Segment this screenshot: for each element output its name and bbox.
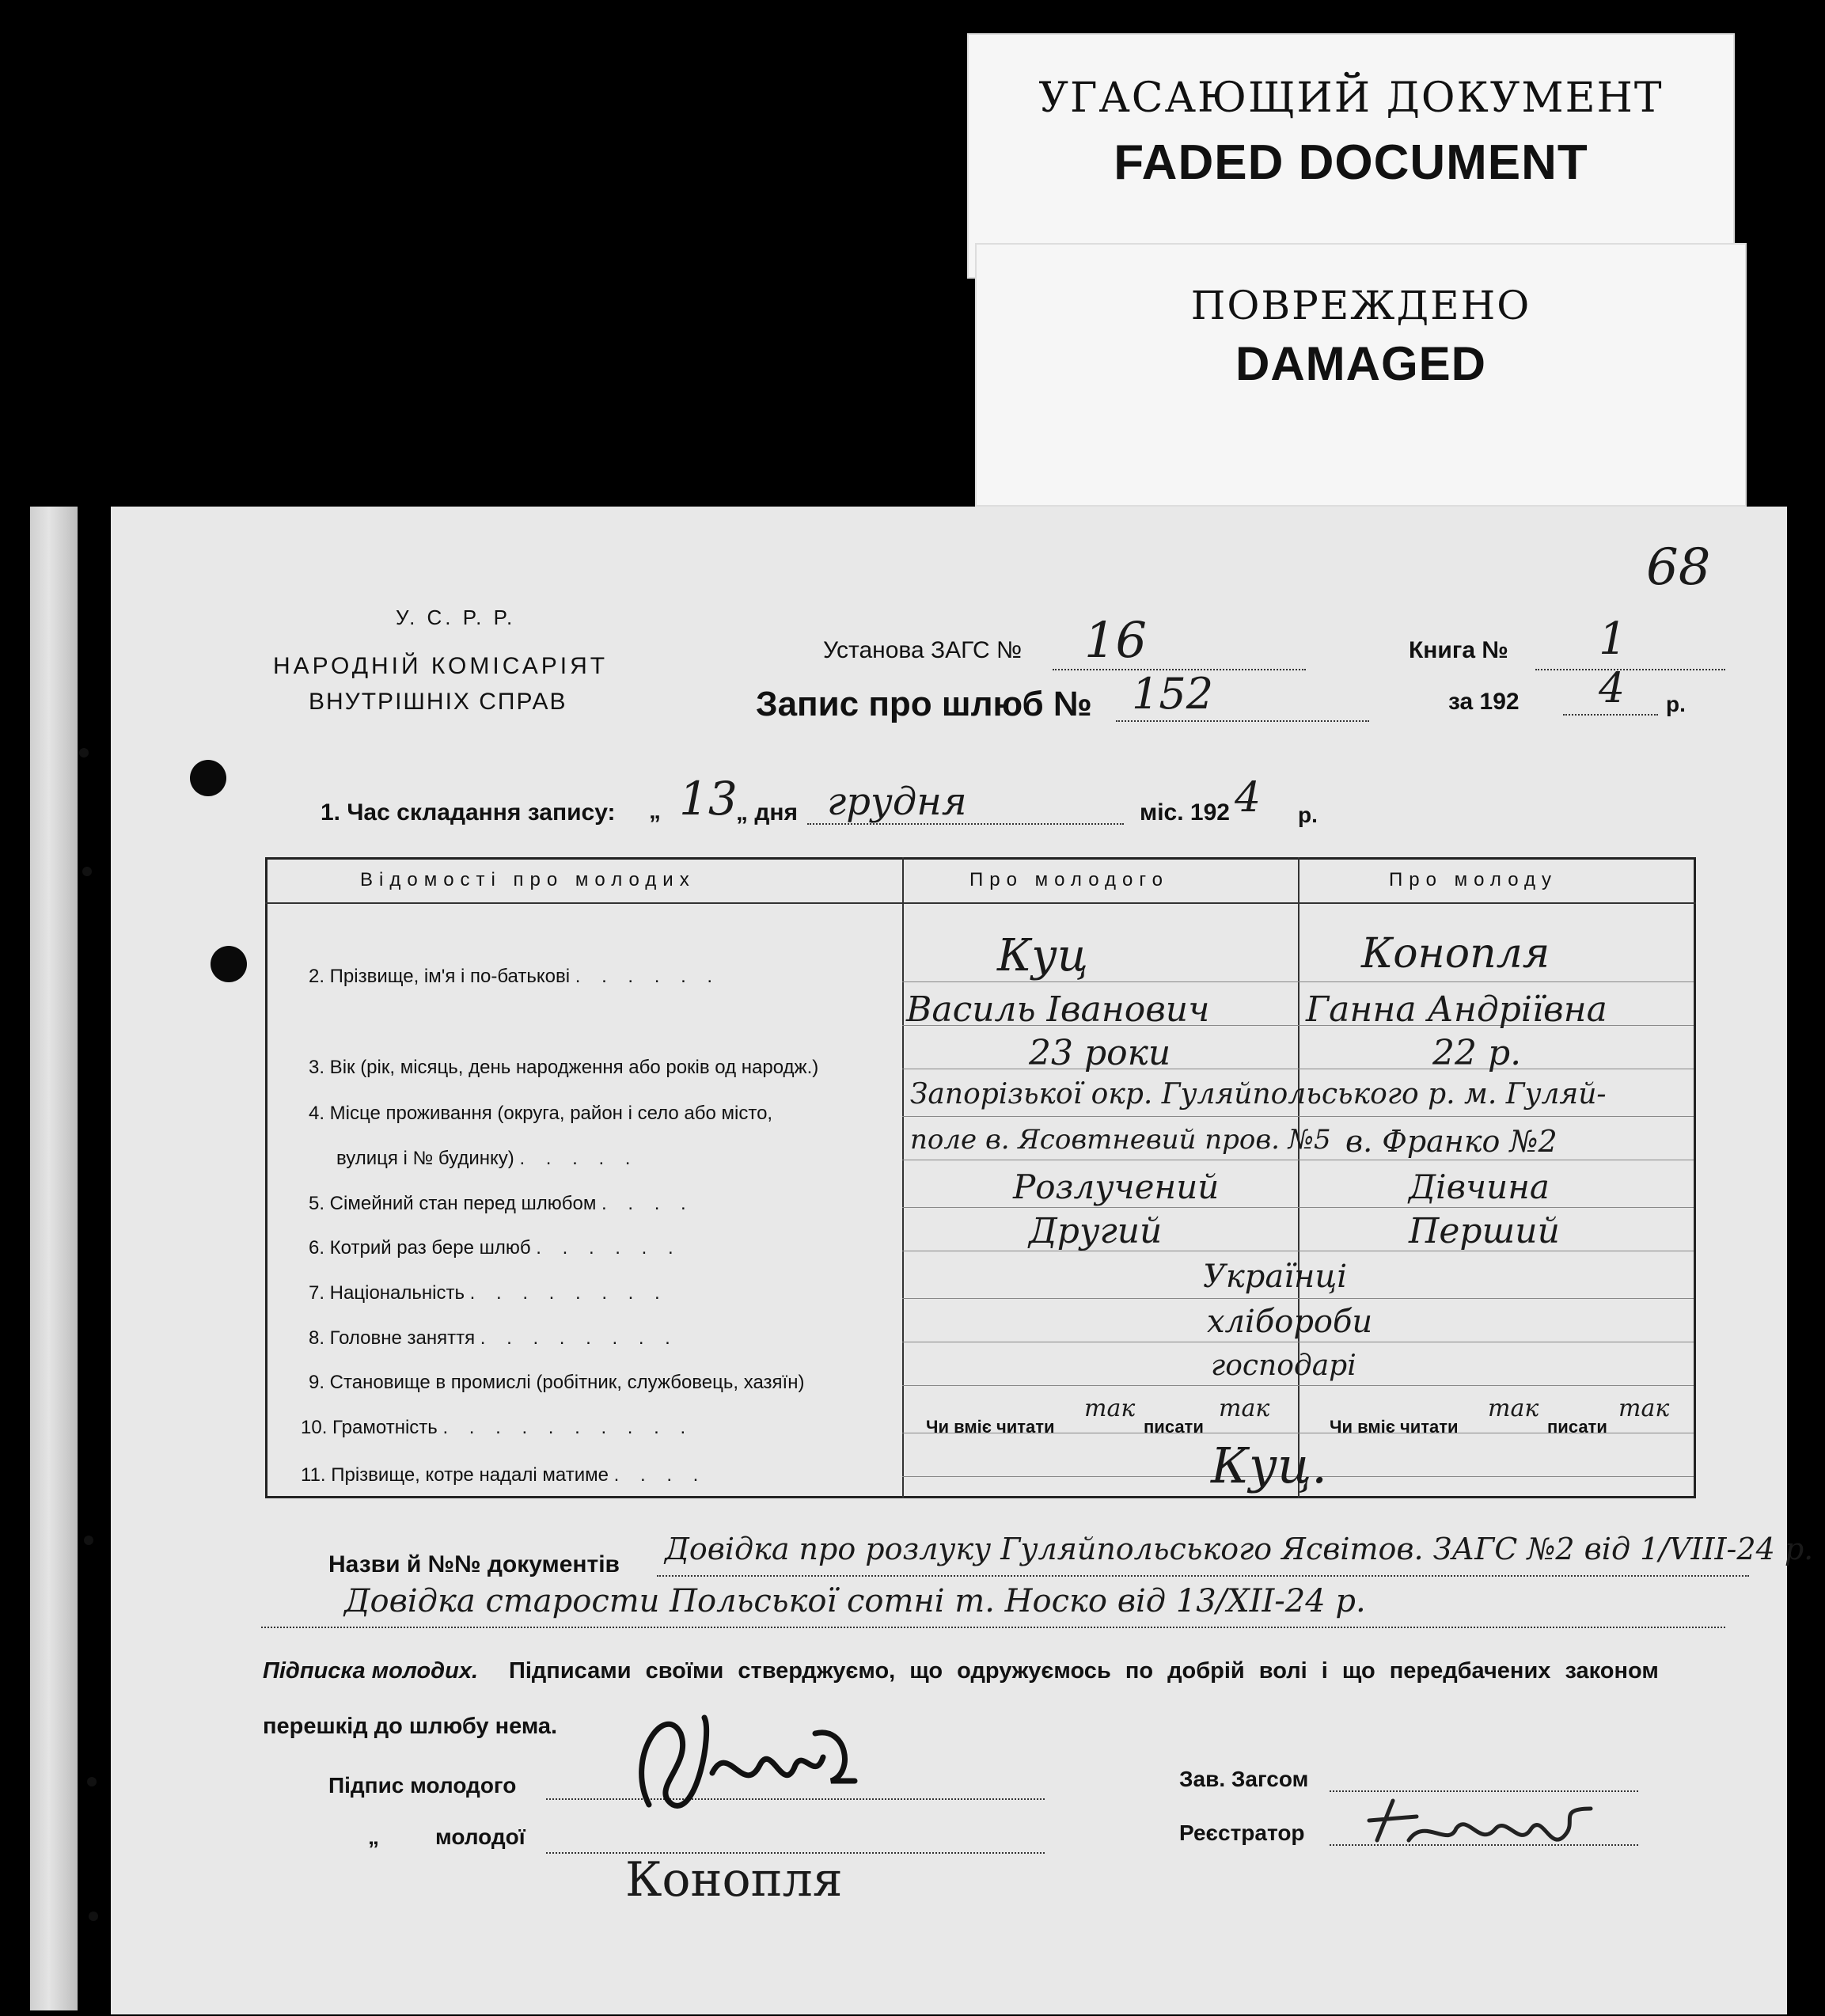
damaged-label-en: DAMAGED	[1235, 337, 1486, 390]
zags-number: 16	[1084, 611, 1147, 669]
page-number: 68	[1646, 538, 1711, 597]
punch-hole	[190, 760, 226, 796]
future-surname: Куц.	[1211, 1437, 1327, 1494]
bride-surname: Конопля	[1361, 930, 1550, 978]
bride-write-value: так	[1618, 1395, 1670, 1422]
table-header-divider	[265, 902, 1696, 904]
row-label-literacy: 10. Грамотність . . . . . . . . . .	[301, 1417, 694, 1438]
ruled-line	[902, 1385, 1694, 1386]
margin-dot	[84, 1536, 93, 1545]
head-of-zags-label: Зав. Загсом	[1179, 1767, 1309, 1791]
groom-age: 23 роки	[1029, 1033, 1171, 1073]
bride-signature: Конопля	[625, 1852, 843, 1908]
declaration-text-1: Підписами своїми стверджуємо, що одружуємось по добрій волі і що передбачених законом	[509, 1658, 1659, 1684]
documents-label: Назви й №№ документів	[328, 1551, 620, 1577]
row-label-residence: 4. Місце проживання (округа, район і село або місто,	[309, 1103, 773, 1124]
book-number: 1	[1599, 613, 1627, 665]
column-header-info: Відомості про молодих	[360, 869, 696, 890]
nationality-value: Українці	[1203, 1259, 1348, 1295]
record-time-day-close: „ дня	[736, 799, 799, 826]
faded-label-en: FADED DOCUMENT	[1114, 135, 1588, 190]
groom-read-label: Чи вміє читати	[926, 1417, 1055, 1437]
row-label-occupation: 8. Головне заняття . . . . . . . .	[309, 1327, 678, 1349]
registrar-signature	[1361, 1785, 1614, 1864]
position-value: господарі	[1211, 1350, 1356, 1382]
groom-signature-label: Підпис молодого	[328, 1773, 517, 1798]
bride-marriage-count: Перший	[1409, 1211, 1560, 1251]
record-time-label: 1. Час складання запису:	[321, 799, 616, 826]
binding-strip	[30, 507, 78, 2010]
margin-dot	[89, 1912, 98, 1921]
table-divider-1	[902, 857, 904, 1498]
year-line	[1563, 714, 1658, 716]
margin-dot	[79, 748, 89, 757]
record-title: Запис про шлюб №	[756, 685, 1092, 723]
bride-write-label: писати	[1547, 1417, 1607, 1437]
margin-dot	[82, 867, 92, 876]
year-suffix: р.	[1666, 692, 1686, 716]
record-month-label: міс. 192	[1140, 799, 1230, 826]
groom-read-value: так	[1084, 1395, 1136, 1422]
groom-residence-line-2: поле в. Ясовтневий пров. №5	[910, 1124, 1331, 1156]
groom-name: Василь Іванович	[906, 989, 1210, 1030]
ruled-line	[902, 1116, 1694, 1117]
documents-line-1-rule	[657, 1575, 1749, 1577]
occupation-value: хлібороби	[1207, 1304, 1373, 1340]
record-month: грудня	[827, 780, 967, 824]
record-year-suffix: р.	[1298, 803, 1318, 827]
bride-read-label: Чи вміє читати	[1330, 1417, 1459, 1437]
damaged-label-ru: ПОВРЕЖДЕНО	[1190, 283, 1531, 328]
faded-document-label	[967, 33, 1735, 279]
bride-name: Ганна Андріївна	[1306, 989, 1607, 1030]
ruled-line	[902, 981, 1694, 982]
ruled-line	[902, 1207, 1694, 1208]
ministry-line-1: НАРОДНІЙ КОМІСАРІЯТ	[273, 653, 609, 679]
bride-residence-line-2: в. Франко №2	[1345, 1124, 1558, 1159]
declaration-text-2: перешкід до шлюбу нема.	[263, 1714, 558, 1739]
row-label-age: 3. Вік (рік, місяць, день народження або років од народж.)	[309, 1057, 819, 1078]
documents-line-1: Довідка про розлуку Гуляйпольського Ясвітов. ЗАГС №2 від 1/VIII-24 р.	[665, 1532, 1814, 1566]
record-number-line	[1116, 720, 1369, 722]
groom-marriage-count: Другий	[1029, 1211, 1163, 1251]
bride-marital-status: Дівчина	[1409, 1167, 1550, 1206]
record-time-day-open: „	[649, 798, 661, 824]
row-label-position: 9. Становище в промислі (робітник, службовець, хазяїн)	[309, 1372, 805, 1393]
groom-signature	[617, 1686, 871, 1828]
ministry-line-2: ВНУТРІШНІХ СПРАВ	[309, 689, 567, 715]
table-divider-2	[1298, 857, 1300, 1498]
faded-label-ru: УГАСАЮЩИЙ ДОКУМЕНТ	[1038, 74, 1664, 122]
year-prefix: за 192	[1448, 689, 1520, 715]
row-label-marriage-count: 6. Котрий раз бере шлюб . . . . . .	[309, 1237, 681, 1259]
book-number-line	[1535, 669, 1725, 670]
row-label-marital: 5. Сімейний стан перед шлюбом . . . .	[309, 1193, 694, 1214]
bride-read-value: так	[1488, 1395, 1539, 1422]
bride-signature-label: молодої	[435, 1824, 525, 1849]
year-digit: 4	[1599, 665, 1626, 712]
punch-hole	[211, 946, 247, 982]
column-header-bride: Про молоду	[1389, 869, 1558, 890]
book-label: Книга №	[1409, 637, 1508, 663]
record-month-line	[807, 823, 1124, 825]
documents-line-2-rule	[261, 1627, 1725, 1628]
bride-age: 22 р.	[1432, 1033, 1522, 1073]
record-year-digit: 4	[1235, 774, 1262, 822]
groom-write-label: писати	[1144, 1417, 1204, 1437]
row-label-name: 2. Прізвище, ім'я і по-батькові . . . . . .	[309, 966, 721, 987]
ruled-line	[902, 1298, 1694, 1299]
record-number: 152	[1132, 669, 1214, 719]
groom-write-value: так	[1219, 1395, 1270, 1422]
documents-line-2: Довідка старости Польської сотні т. Носко від 13/XII-24 р.	[344, 1583, 1366, 1619]
republic-title: У. С. Р. Р.	[396, 606, 516, 629]
zags-label: Установа ЗАГС №	[823, 637, 1023, 663]
groom-surname: Куц	[997, 930, 1088, 981]
row-label-nationality: 7. Національність . . . . . . . .	[309, 1282, 668, 1304]
residence-line-1: Запорізької окр. Гуляйпольського р. м. Гуляй-	[910, 1078, 1607, 1111]
declaration-title: Підписка молодих.	[263, 1658, 479, 1684]
column-header-groom: Про молодого	[969, 869, 1169, 890]
groom-marital-status: Розлучений	[1013, 1167, 1220, 1206]
bride-signature-quote: „	[368, 1824, 379, 1849]
row-label-future-surname: 11. Прізвище, котре надалі матиме . . . .	[301, 1464, 707, 1486]
registrar-label: Реєстратор	[1179, 1820, 1305, 1845]
damaged-document-label	[975, 243, 1747, 507]
margin-dot	[87, 1777, 97, 1786]
record-day: 13	[679, 772, 738, 826]
row-label-residence-cont: вулиця і № будинку) . . . . .	[336, 1148, 639, 1169]
